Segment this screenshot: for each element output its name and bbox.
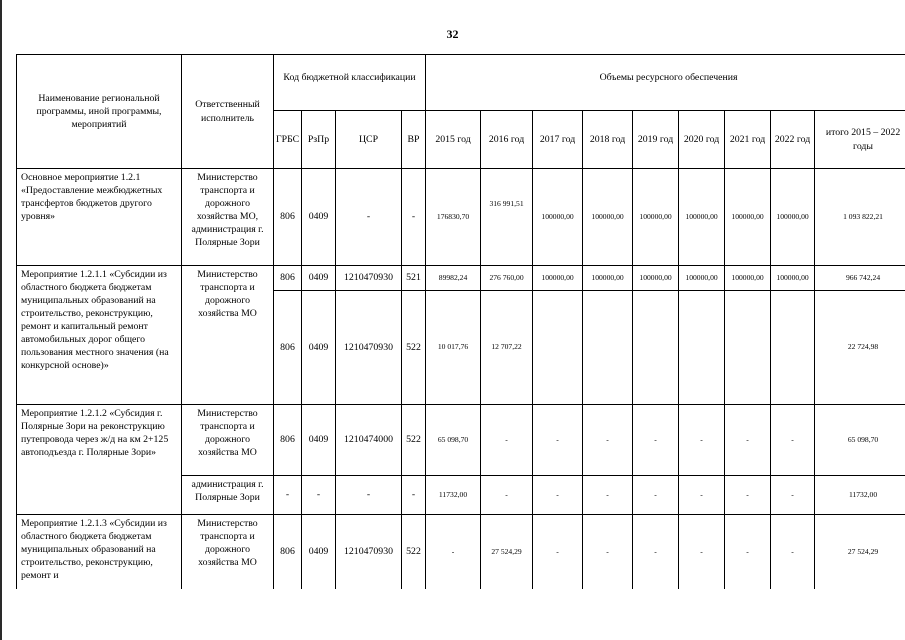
cell-2015: 10 017,76 (426, 291, 481, 405)
cell-2020: - (679, 476, 725, 515)
row-name: Мероприятие 1.2.1.1 «Субсидии из областного бюджета бюджетам муниципальных образований на строительство, реконструкцию, ремонт и капитальный ремонт автомобильных дорог общего пользования местного значения (на конкурсной основе)» (17, 266, 182, 405)
row-name: Мероприятие 1.2.1.2 «Субсидия г. Полярные Зори на реконструкцию путепровода через ж/д на км 2+125 автоподъезда г. Полярные Зори» (17, 405, 182, 515)
cell-2022: 100000,00 (771, 266, 815, 291)
cell-2016: 27 524,29 (481, 515, 533, 589)
header-csr: ЦСР (336, 111, 402, 169)
header-vr: ВР (402, 111, 426, 169)
cell-2016: 316 991,51 (489, 198, 524, 208)
cell-2017: - (533, 405, 583, 476)
row-executor: Министерство транспорта и дорожного хозяйства МО (182, 266, 274, 405)
cell-csr: - (336, 169, 402, 266)
cell-csr: 1210470930 (336, 291, 402, 405)
cell-2021: 100000,00 (725, 169, 771, 266)
table-row (17, 515, 905, 589)
cell-vr: 521 (402, 266, 426, 291)
cell-2016: 12 707,22 (481, 291, 533, 405)
cell-2021: - (725, 515, 771, 589)
cell-vr: 522 (402, 405, 426, 476)
cell-rzpr: 0409 (302, 291, 336, 405)
header-budget-code: Код бюджетной классификации (274, 55, 426, 111)
header-year-2017: 2017 год (533, 111, 583, 169)
cell-grbs: 806 (274, 169, 302, 266)
cell-csr: 1210470930 (336, 515, 402, 589)
cell-2017: 100000,00 (533, 169, 583, 266)
cell-2018: 100000,00 (583, 266, 633, 291)
cell-2017: - (533, 476, 583, 515)
cell-rzpr: 0409 (302, 515, 336, 589)
cell-vr: 522 (402, 291, 426, 405)
table-row (17, 266, 905, 291)
cell-csr: - (336, 476, 402, 515)
cell-grbs: 806 (274, 266, 302, 291)
cell-2022: 100000,00 (771, 169, 815, 266)
cell-vr: 522 (402, 515, 426, 589)
cell-2021: - (725, 476, 771, 515)
cell-2016: 276 760,00 (481, 266, 533, 291)
cell-grbs: 806 (274, 405, 302, 476)
cell-2019: 100000,00 (633, 266, 679, 291)
header-year-2016: 2016 год (481, 111, 533, 169)
cell-2015: - (426, 515, 481, 589)
cell-total: 27 524,29 (815, 515, 905, 589)
cell-2018: - (583, 515, 633, 589)
cell-2022: - (771, 476, 815, 515)
cell-2022: - (771, 515, 815, 589)
cell-rzpr: 0409 (302, 266, 336, 291)
header-resources: Объемы ресурсного обеспечения (426, 55, 905, 111)
row-executor: Министерство транспорта и дорожного хозяйства МО, администрация г. Полярные Зори (182, 169, 274, 266)
header-year-2019: 2019 год (633, 111, 679, 169)
cell-2020: - (679, 515, 725, 589)
cell-rzpr: 0409 (302, 405, 336, 476)
row-executor: Министерство транспорта и дорожного хозяйства МО (182, 515, 274, 589)
cell-vr: - (402, 169, 426, 266)
cell-2020: - (679, 405, 725, 476)
cell-2022 (771, 291, 815, 405)
cell-2019: - (633, 515, 679, 589)
cell-csr: 1210470930 (336, 266, 402, 291)
cell-2021: - (725, 405, 771, 476)
row-executor: администрация г. Полярные Зори (182, 476, 274, 515)
header-year-2022: 2022 год (771, 111, 815, 169)
header-year-2021: 2021 год (725, 111, 771, 169)
header-total: итого 2015 – 2022 годы (815, 111, 905, 169)
header-executor: Ответственный исполнитель (182, 55, 274, 169)
cell-grbs: 806 (274, 291, 302, 405)
cell-2019 (633, 291, 679, 405)
cell-grbs: 806 (274, 515, 302, 589)
cell-total: 1 093 822,21 (815, 169, 905, 266)
cell-total: 22 724,98 (815, 291, 905, 405)
cell-vr: - (402, 476, 426, 515)
cell-2017 (533, 291, 583, 405)
row-executor: Министерство транспорта и дорожного хозяйства МО (182, 405, 274, 476)
table-row (17, 405, 905, 476)
header-name: Наименование региональной программы, иной программы, мероприятий (17, 55, 182, 169)
cell-2019: - (633, 405, 679, 476)
header-year-2015: 2015 год (426, 111, 481, 169)
cell-2021 (725, 291, 771, 405)
cell-2020 (679, 291, 725, 405)
cell-2017: - (533, 515, 583, 589)
resource-table (16, 54, 905, 589)
header-year-2018: 2018 год (583, 111, 633, 169)
header-rzpr: РзПр (302, 111, 336, 169)
page-number: 32 (446, 27, 459, 41)
cell-2015: 65 098,70 (426, 405, 481, 476)
cell-total: 966 742,24 (815, 266, 905, 291)
cell-2020: 100000,00 (679, 266, 725, 291)
cell-2015: 89982,24 (426, 266, 481, 291)
cell-rzpr: - (302, 476, 336, 515)
row-name: Мероприятие 1.2.1.3 «Субсидии из областного бюджета бюджетам муниципальных образований на строительство, реконструкцию, ремонт и (17, 515, 182, 589)
cell-2019: - (633, 476, 679, 515)
page-edge-shadow (0, 0, 2, 640)
cell-2020: 100000,00 (679, 169, 725, 266)
cell-2022: - (771, 405, 815, 476)
header-year-2020: 2020 год (679, 111, 725, 169)
cell-2015: 176830,70 (426, 169, 481, 266)
cell-rzpr: 0409 (302, 169, 336, 266)
cell-total: 65 098,70 (815, 405, 905, 476)
cell-2018: 100000,00 (583, 169, 633, 266)
cell-grbs: - (274, 476, 302, 515)
cell-2016: - (481, 476, 533, 515)
cell-2017: 100000,00 (533, 266, 583, 291)
header-grbs: ГРБС (274, 111, 302, 169)
cell-2021: 100000,00 (725, 266, 771, 291)
cell-2018 (583, 291, 633, 405)
cell-csr: 1210474000 (336, 405, 402, 476)
cell-2018: - (583, 476, 633, 515)
table-row (17, 169, 905, 266)
cell-2015: 11732,00 (426, 476, 481, 515)
cell-2016: - (481, 405, 533, 476)
cell-2018: - (583, 405, 633, 476)
cell-total: 11732,00 (815, 476, 905, 515)
row-name: Основное мероприятие 1.2.1 «Предоставление межбюджетных трансфертов бюджетов другого уровня» (17, 169, 182, 266)
cell-2019: 100000,00 (633, 169, 679, 266)
